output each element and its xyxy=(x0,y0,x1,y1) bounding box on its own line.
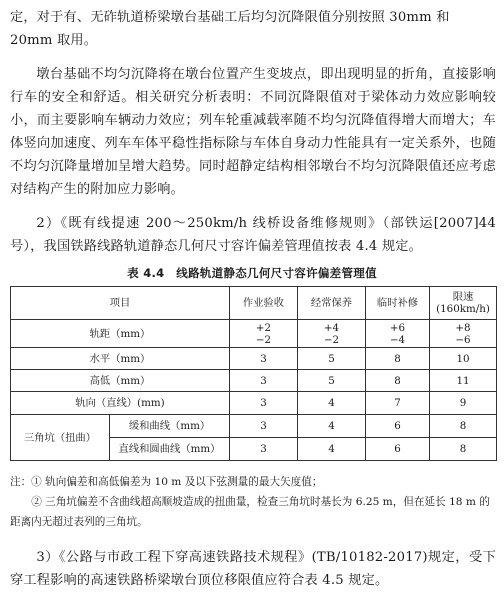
table-cell: 4 xyxy=(298,392,366,415)
paragraph-line: 定，对于有、无砟轨道桥梁墩台基础工后均匀沉降限值分别按照 30mm 和 xyxy=(10,10,450,25)
table-cell: 10 xyxy=(430,348,497,370)
cell-value: −2 xyxy=(323,333,340,346)
header-speed-limit-line: (160km/h) xyxy=(436,303,490,315)
table-cell: 3 xyxy=(230,370,298,392)
table-cell: 6 xyxy=(366,438,430,461)
track-geometry-table xyxy=(10,286,497,461)
note-2: ② 三角坑偏差不含曲线超高顺坡造成的扭曲量，检查三角坑时基长为 6.25 m，但在延长 18 m 的距离内无超过表列的三角坑。 xyxy=(10,496,490,528)
table-cell xyxy=(298,320,366,348)
table-cell: 11 xyxy=(430,370,497,392)
row-label: 水平（mm） xyxy=(11,348,230,370)
cell-value: +6 xyxy=(389,321,406,334)
header-speed-limit xyxy=(430,287,497,320)
table-cell: 6 xyxy=(366,415,430,438)
table-cell: 3 xyxy=(230,348,298,370)
table-row xyxy=(11,392,497,415)
header-acceptance: 作业验收 xyxy=(230,287,298,320)
header-item: 项目 xyxy=(11,287,230,320)
row-label: 轨向（直线）(mm) xyxy=(11,392,230,415)
table-cell: 5 xyxy=(298,370,366,392)
paragraph-settlement-limits xyxy=(10,6,496,52)
cell-value: +4 xyxy=(323,321,340,334)
paragraph-underpass-rules: 3）《公路与市政工程下穿高速铁路技术规程》(TB/10182-2017)规定，受下穿工程影响的高速铁路桥梁墩台顶位移限值应符合表 4.5 规定。 xyxy=(10,550,496,588)
table-cell: 8 xyxy=(366,348,430,370)
cell-value: +2 xyxy=(255,321,272,334)
paragraph-uneven-settlement: 墩台基础不均匀沉降将在墩台位置产生变坡点，即出现明显的折角，直接影响行车的安全和舒适。相关研究分析表明：不同沉降限值对于梁体动力效应影响较小，而主要影响车辆动力效应；列车轮重减载率随不均匀沉降值得增大而增大；车体竖向加速度、列车车体平稳性指标除与车体自身动力性能具有一定关系外，也随不均匀沉降量增加呈增大趋势。同时超静定结构相邻墩台不均匀沉降限值还应考虑对结构产生的附加应力影响。 xyxy=(10,67,496,197)
paragraph-speedup-rules: 2）《既有线提速 200～250km/h 线桥设备维修规则》（部铁运[2007]44号），我国铁路线路轨道静态几何尺寸容许偏差管理值按表 4.4 规定。 xyxy=(10,216,496,254)
table-cell: 3 xyxy=(230,438,298,461)
table-cell: 3 xyxy=(230,415,298,438)
paragraph-line: 20mm 取用。 xyxy=(10,33,98,48)
row-label: 直线和圆曲线（mm） xyxy=(110,438,230,461)
table-row xyxy=(11,348,497,370)
table-cell xyxy=(430,320,497,348)
table-row xyxy=(11,370,497,392)
row-group-label: 三角坑（扭曲） xyxy=(11,415,110,461)
table-row xyxy=(11,415,497,438)
note-1: 注：① 轨向偏差和高低偏差为 10 m 及以下弦测量的最大矢度值； xyxy=(10,476,323,488)
cell-value: −6 xyxy=(455,333,471,346)
table-cell: 3 xyxy=(230,392,298,415)
row-label: 缓和曲线（mm） xyxy=(110,415,230,438)
cell-value: −4 xyxy=(389,333,406,346)
table-cell: 7 xyxy=(366,392,430,415)
table-cell: 8 xyxy=(430,415,497,438)
table-cell: 4 xyxy=(298,438,366,461)
cell-value: +8 xyxy=(455,321,471,334)
table-row xyxy=(11,320,497,348)
table-notes xyxy=(10,472,496,532)
table-caption: 表 4.4 线路轨道静态几何尺寸容许偏差管理值 xyxy=(127,266,377,280)
table-header-row xyxy=(11,287,497,320)
header-maintenance: 经常保养 xyxy=(298,287,366,320)
cell-value: −2 xyxy=(255,333,272,346)
table-cell: 8 xyxy=(366,370,430,392)
table-cell: 5 xyxy=(298,348,366,370)
header-speed-limit-line: 限速 xyxy=(452,291,474,303)
row-label: 高低（mm） xyxy=(11,370,230,392)
row-label: 轨距（mm） xyxy=(11,320,230,348)
header-temporary: 临时补修 xyxy=(366,287,430,320)
table-cell: 9 xyxy=(430,392,497,415)
table-cell xyxy=(230,320,298,348)
table-cell: 4 xyxy=(298,415,366,438)
table-cell: 8 xyxy=(430,438,497,461)
table-cell xyxy=(366,320,430,348)
